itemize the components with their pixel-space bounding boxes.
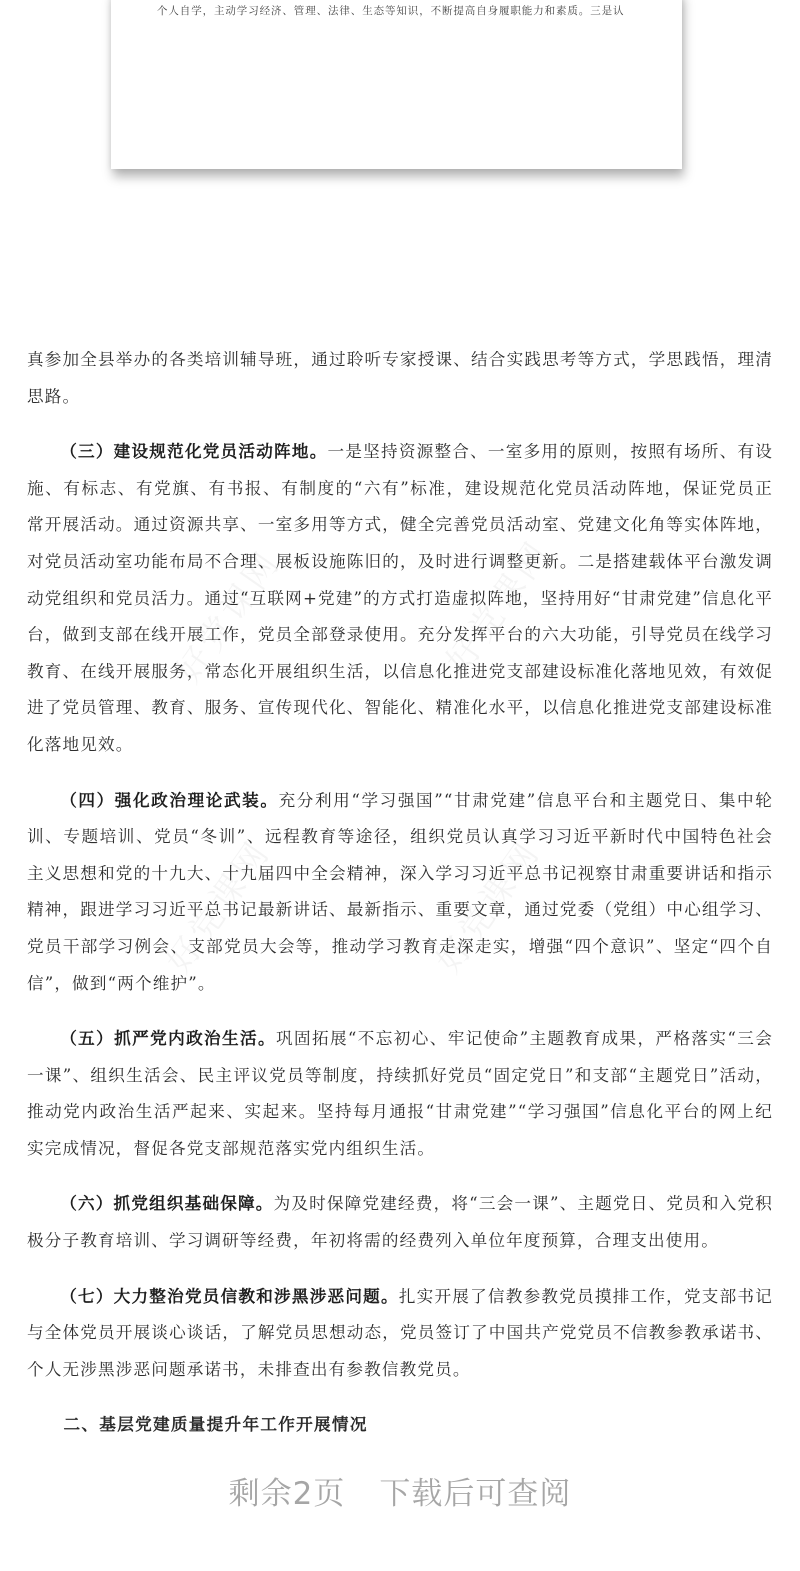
paragraph-lead: （五）抓严党内政治生活。 [60,1028,276,1049]
paragraph-text: 扎实开展了信教参教党员摸排工作，党支部书记与全体党员开展谈心谈话，了解党员思想动态，党员签订了中国共产党党员不信教参教承诺书、个人无涉黑涉恶问题承诺书，未排查出有参教信教党员。 [27,1286,773,1379]
paragraph-lead: （六）抓党组织基础保障。 [60,1193,274,1214]
download-hint-label: 下载后可查阅 [379,1476,572,1512]
paragraph-item-7 [27,1278,773,1389]
preview-page-last-line: 个人自学，主动学习经济、管理、法律、生态等知识，不断提高自身履职能力和素质。三是认 [157,5,625,17]
paragraph-item-5 [27,1020,773,1167]
paragraph-item-4 [27,782,773,1003]
paragraph-text: 充分利用“学习强国”“甘肃党建”信息平台和主题党日、集中轮训、专题培训、党员“冬训”、远程教育等途径，组织党员认真学习习近平新时代中国特色社会主义思想和党的十九大、十九届四中全会精神，深入学习习近平总书记视察甘肃重要讲话和指示精神，跟进学习习近平总书记最新讲话、最新指示、重要文章，通过党委（党组）中心组学习、党员干部学习例会、支部党员大会等，推动学习教育走深走实，增强“四个意识”、坚定“四个自信”，做到“两个维护”。 [27,790,773,993]
paragraph-item-3 [27,433,773,763]
download-prompt[interactable] [0,1468,800,1513]
paragraph-text: 为及时保障党建经费，将“三会一课”、主题党日、党员和入党积极分子教育培训、学习调研等经费，年初将需的经费列入单位年度预算，合理支出使用。 [27,1194,773,1251]
paragraph-continuation [27,341,773,415]
remaining-pages-label: 剩余2页 [228,1476,346,1512]
paragraph-lead: （四）强化政治理论武装。 [60,789,279,810]
paragraph-lead: （七）大力整治党员信教和涉黑涉恶问题。 [60,1285,399,1306]
paragraph-text: 巩固拓展“不忘初心、牢记使命”主题教育成果，严格落实“三会一课”、组织生活会、民主评议党员等制度，持续抓好党员“固定党日”和支部“主题党日”活动，推动党内政治生活严起来、实起来。坚持每月通报“甘肃党建”“学习强国”信息化平台的网上纪实完成情况，督促各党支部规范落实党内组织生活。 [27,1029,773,1158]
preview-page-card [111,0,682,169]
paragraph-item-6 [27,1185,773,1259]
section-heading: 二、基层党建质量提升年工作开展情况 [63,1414,368,1435]
paragraph-text: 真参加全县举办的各类培训辅导班，通过聆听专家授课、结合实践思考等方式，学思践悟，理清思路。 [27,350,773,406]
paragraph-lead: （三）建设规范化党员活动阵地。 [60,441,328,462]
document-body [27,341,773,1442]
paragraph-text: 一是坚持资源整合、一室多用的原则，按照有场所、有设施、有标志、有党旗、有书报、有制度的“六有”标准，建设规范化党员活动阵地，保证党员正常开展活动。通过资源共享、一室多用等方式，健全完善党员活动室、党建文化角等实体阵地，对党员活动室功能布局不合理、展板设施陈旧的，及时进行调整更新。二是搭建载体平台激发调动党组织和党员活力。通过“互联网+党建”的方式打造虚拟阵地，坚持用好“甘肃党建”信息化平台，做到支部在线开展工作，党员全部登录使用。充分发挥平台的六大功能，引导党员在线学习教育、在线开展服务，常态化开展组织生活，以信息化推进党支部建设标准化落地见效，有效促进了党员管理、教育、服务、宣传现代化、智能化、精准化水平，以信息化推进党支部建设标准化落地见效。 [27,442,774,754]
